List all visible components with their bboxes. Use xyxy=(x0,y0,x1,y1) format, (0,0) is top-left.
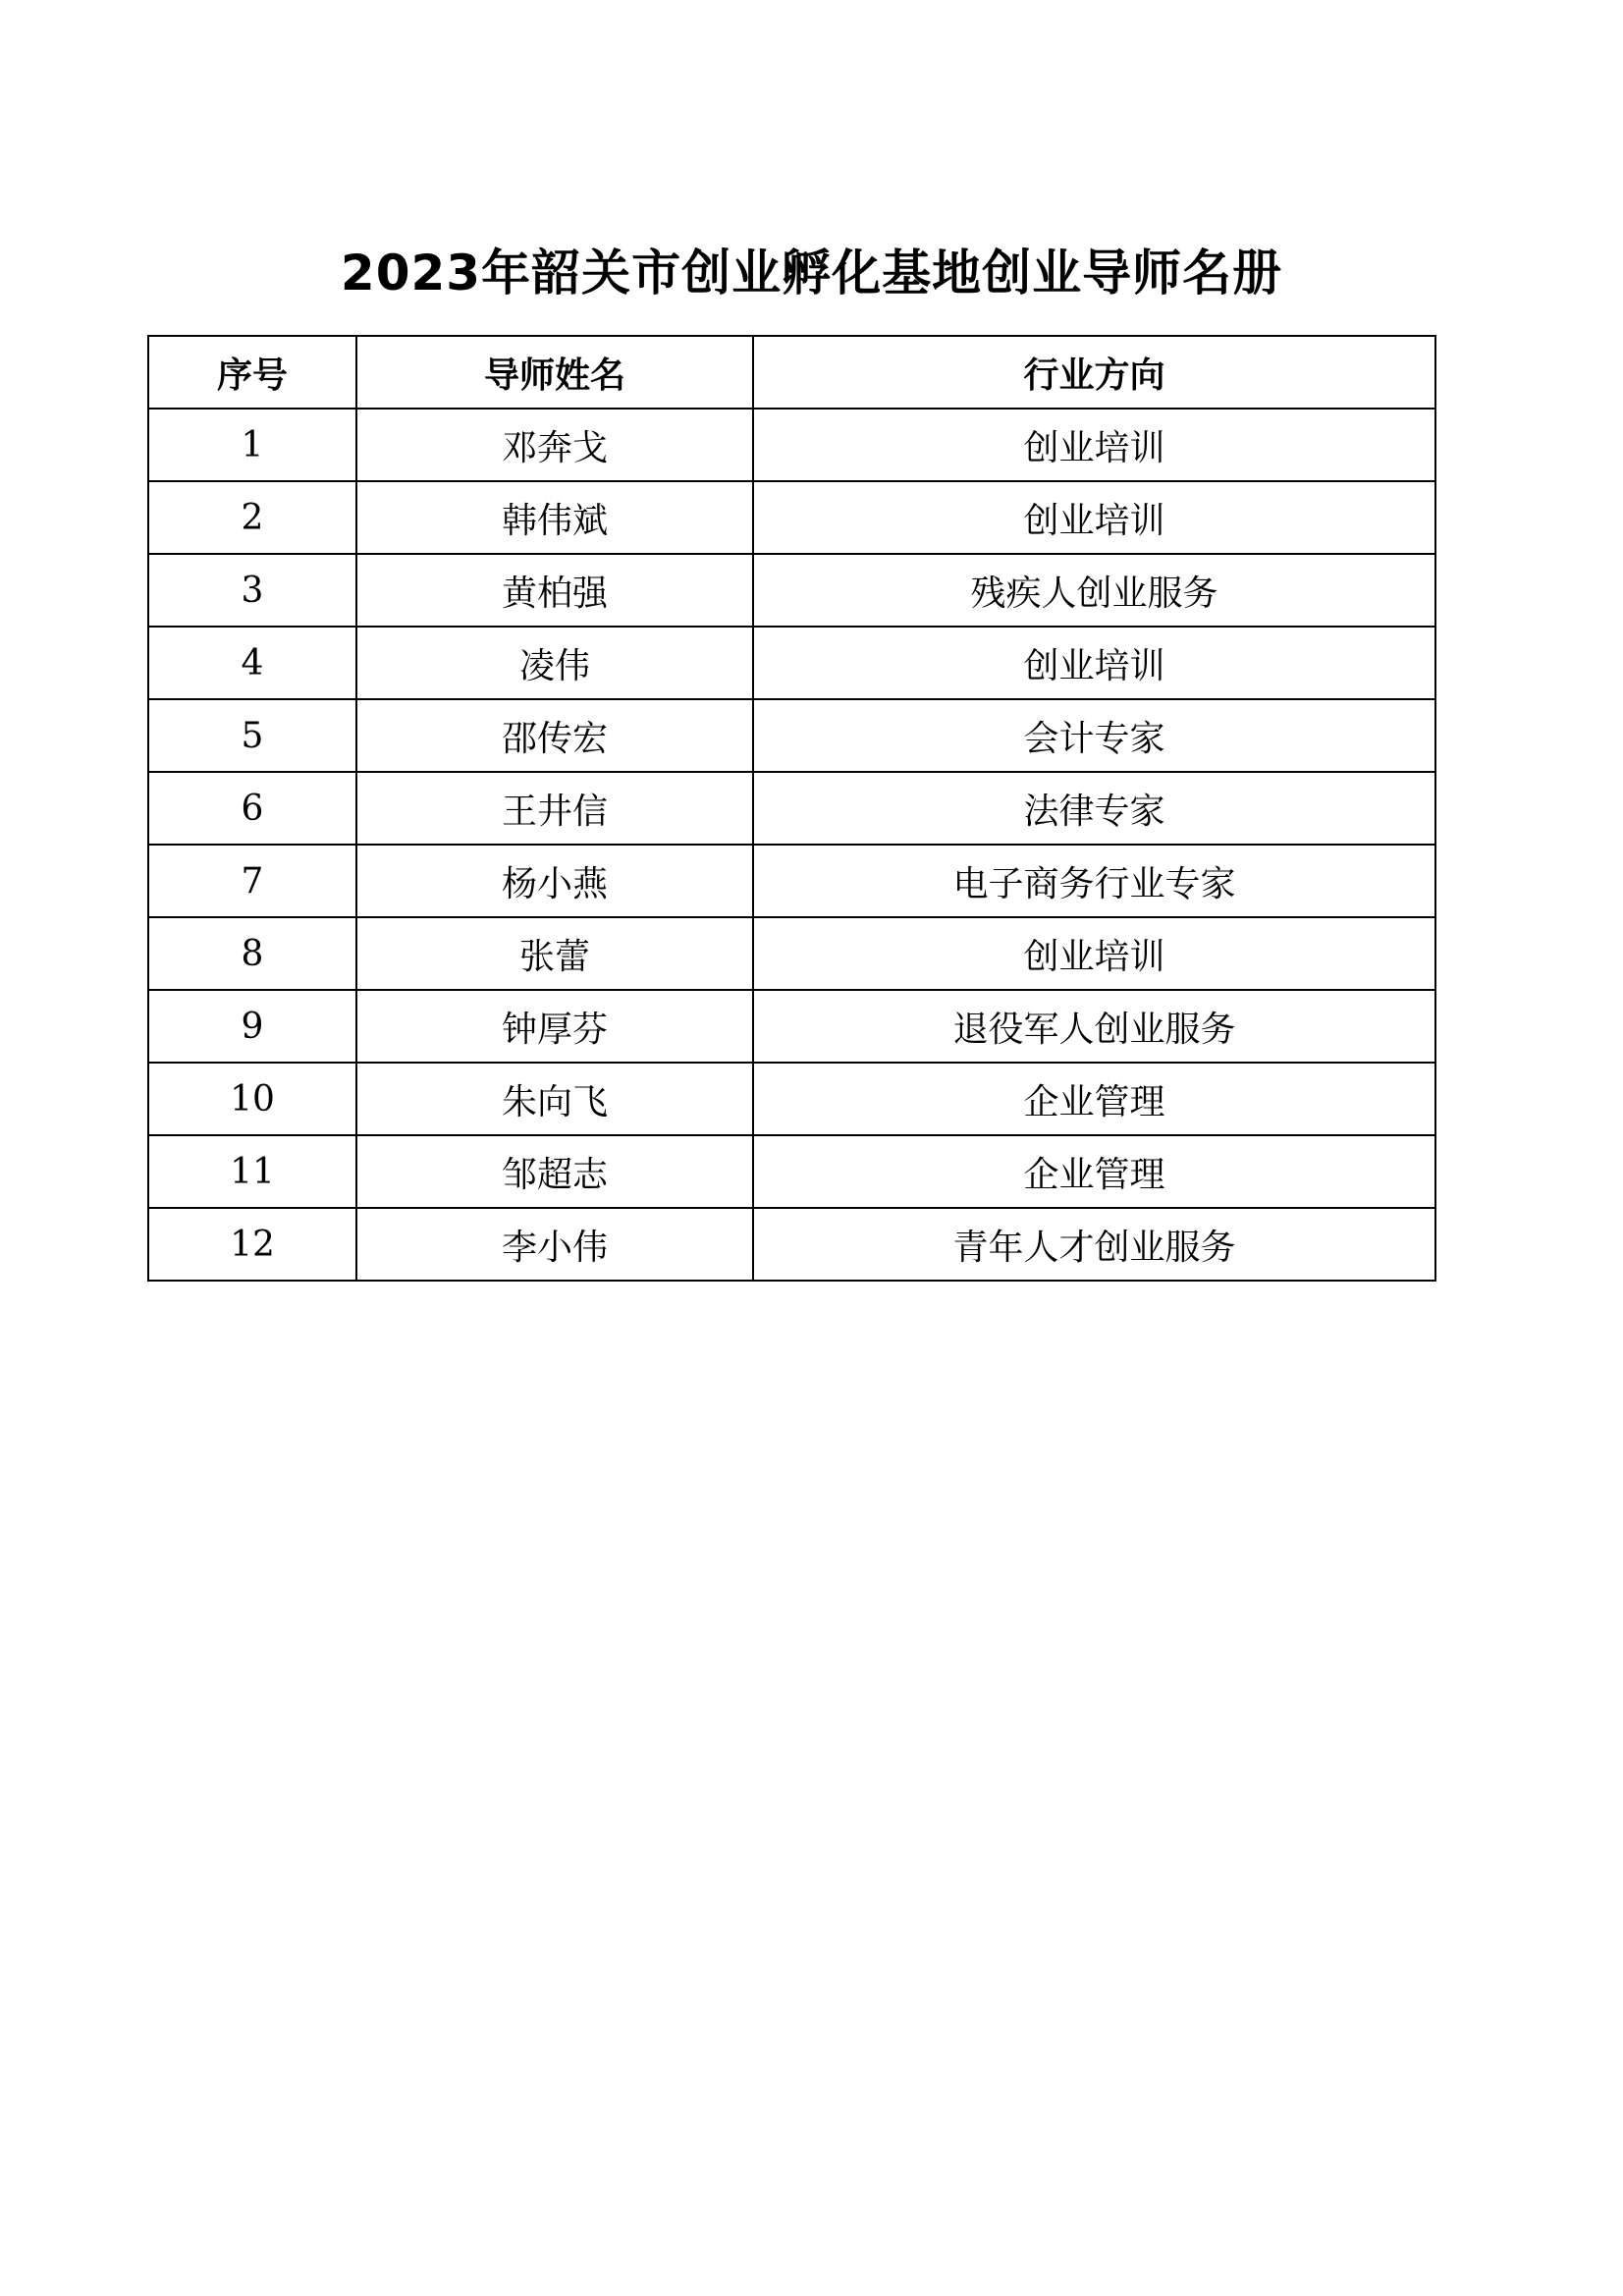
mentor-roster-table xyxy=(147,335,1436,1282)
cell-industry-direction: 青年人才创业服务 xyxy=(753,1208,1435,1281)
cell-mentor-name: 朱向飞 xyxy=(356,1063,753,1135)
cell-industry-direction: 残疾人创业服务 xyxy=(753,554,1435,627)
cell-mentor-name: 黄柏强 xyxy=(356,554,753,627)
table-row xyxy=(148,1135,1435,1208)
cell-serial-number: 3 xyxy=(148,554,356,627)
cell-serial-number: 7 xyxy=(148,845,356,917)
table-row xyxy=(148,990,1435,1063)
cell-mentor-name: 杨小燕 xyxy=(356,845,753,917)
header-industry-direction: 行业方向 xyxy=(753,336,1435,409)
cell-industry-direction: 创业培训 xyxy=(753,481,1435,554)
page-title: 2023年韶关市创业孵化基地创业导师名册 xyxy=(340,245,1283,301)
cell-industry-direction: 电子商务行业专家 xyxy=(753,845,1435,917)
table-row xyxy=(148,1208,1435,1281)
table-row xyxy=(148,699,1435,772)
cell-serial-number: 11 xyxy=(148,1135,356,1208)
cell-mentor-name: 韩伟斌 xyxy=(356,481,753,554)
cell-serial-number: 9 xyxy=(148,990,356,1063)
cell-industry-direction: 创业培训 xyxy=(753,917,1435,990)
table-row xyxy=(148,772,1435,845)
cell-mentor-name: 凌伟 xyxy=(356,627,753,699)
cell-serial-number: 10 xyxy=(148,1063,356,1135)
cell-mentor-name: 王井信 xyxy=(356,772,753,845)
cell-mentor-name: 邵传宏 xyxy=(356,699,753,772)
cell-serial-number: 12 xyxy=(148,1208,356,1281)
header-serial-number: 序号 xyxy=(148,336,356,409)
cell-mentor-name: 张蕾 xyxy=(356,917,753,990)
table-row xyxy=(148,1063,1435,1135)
table-row xyxy=(148,409,1435,481)
cell-serial-number: 2 xyxy=(148,481,356,554)
cell-industry-direction: 创业培训 xyxy=(753,409,1435,481)
cell-mentor-name: 邹超志 xyxy=(356,1135,753,1208)
cell-mentor-name: 李小伟 xyxy=(356,1208,753,1281)
cell-industry-direction: 创业培训 xyxy=(753,627,1435,699)
cell-serial-number: 6 xyxy=(148,772,356,845)
cell-industry-direction: 企业管理 xyxy=(753,1063,1435,1135)
cell-industry-direction: 法律专家 xyxy=(753,772,1435,845)
cell-industry-direction: 会计专家 xyxy=(753,699,1435,772)
table-row xyxy=(148,627,1435,699)
header-mentor-name: 导师姓名 xyxy=(356,336,753,409)
cell-serial-number: 5 xyxy=(148,699,356,772)
table-row xyxy=(148,917,1435,990)
cell-industry-direction: 企业管理 xyxy=(753,1135,1435,1208)
cell-serial-number: 1 xyxy=(148,409,356,481)
cell-mentor-name: 邓奔戈 xyxy=(356,409,753,481)
table-row xyxy=(148,554,1435,627)
cell-mentor-name: 钟厚芬 xyxy=(356,990,753,1063)
cell-serial-number: 8 xyxy=(148,917,356,990)
table-row xyxy=(148,481,1435,554)
cell-serial-number: 4 xyxy=(148,627,356,699)
table-header-row xyxy=(148,336,1435,409)
table-row xyxy=(148,845,1435,917)
cell-industry-direction: 退役军人创业服务 xyxy=(753,990,1435,1063)
